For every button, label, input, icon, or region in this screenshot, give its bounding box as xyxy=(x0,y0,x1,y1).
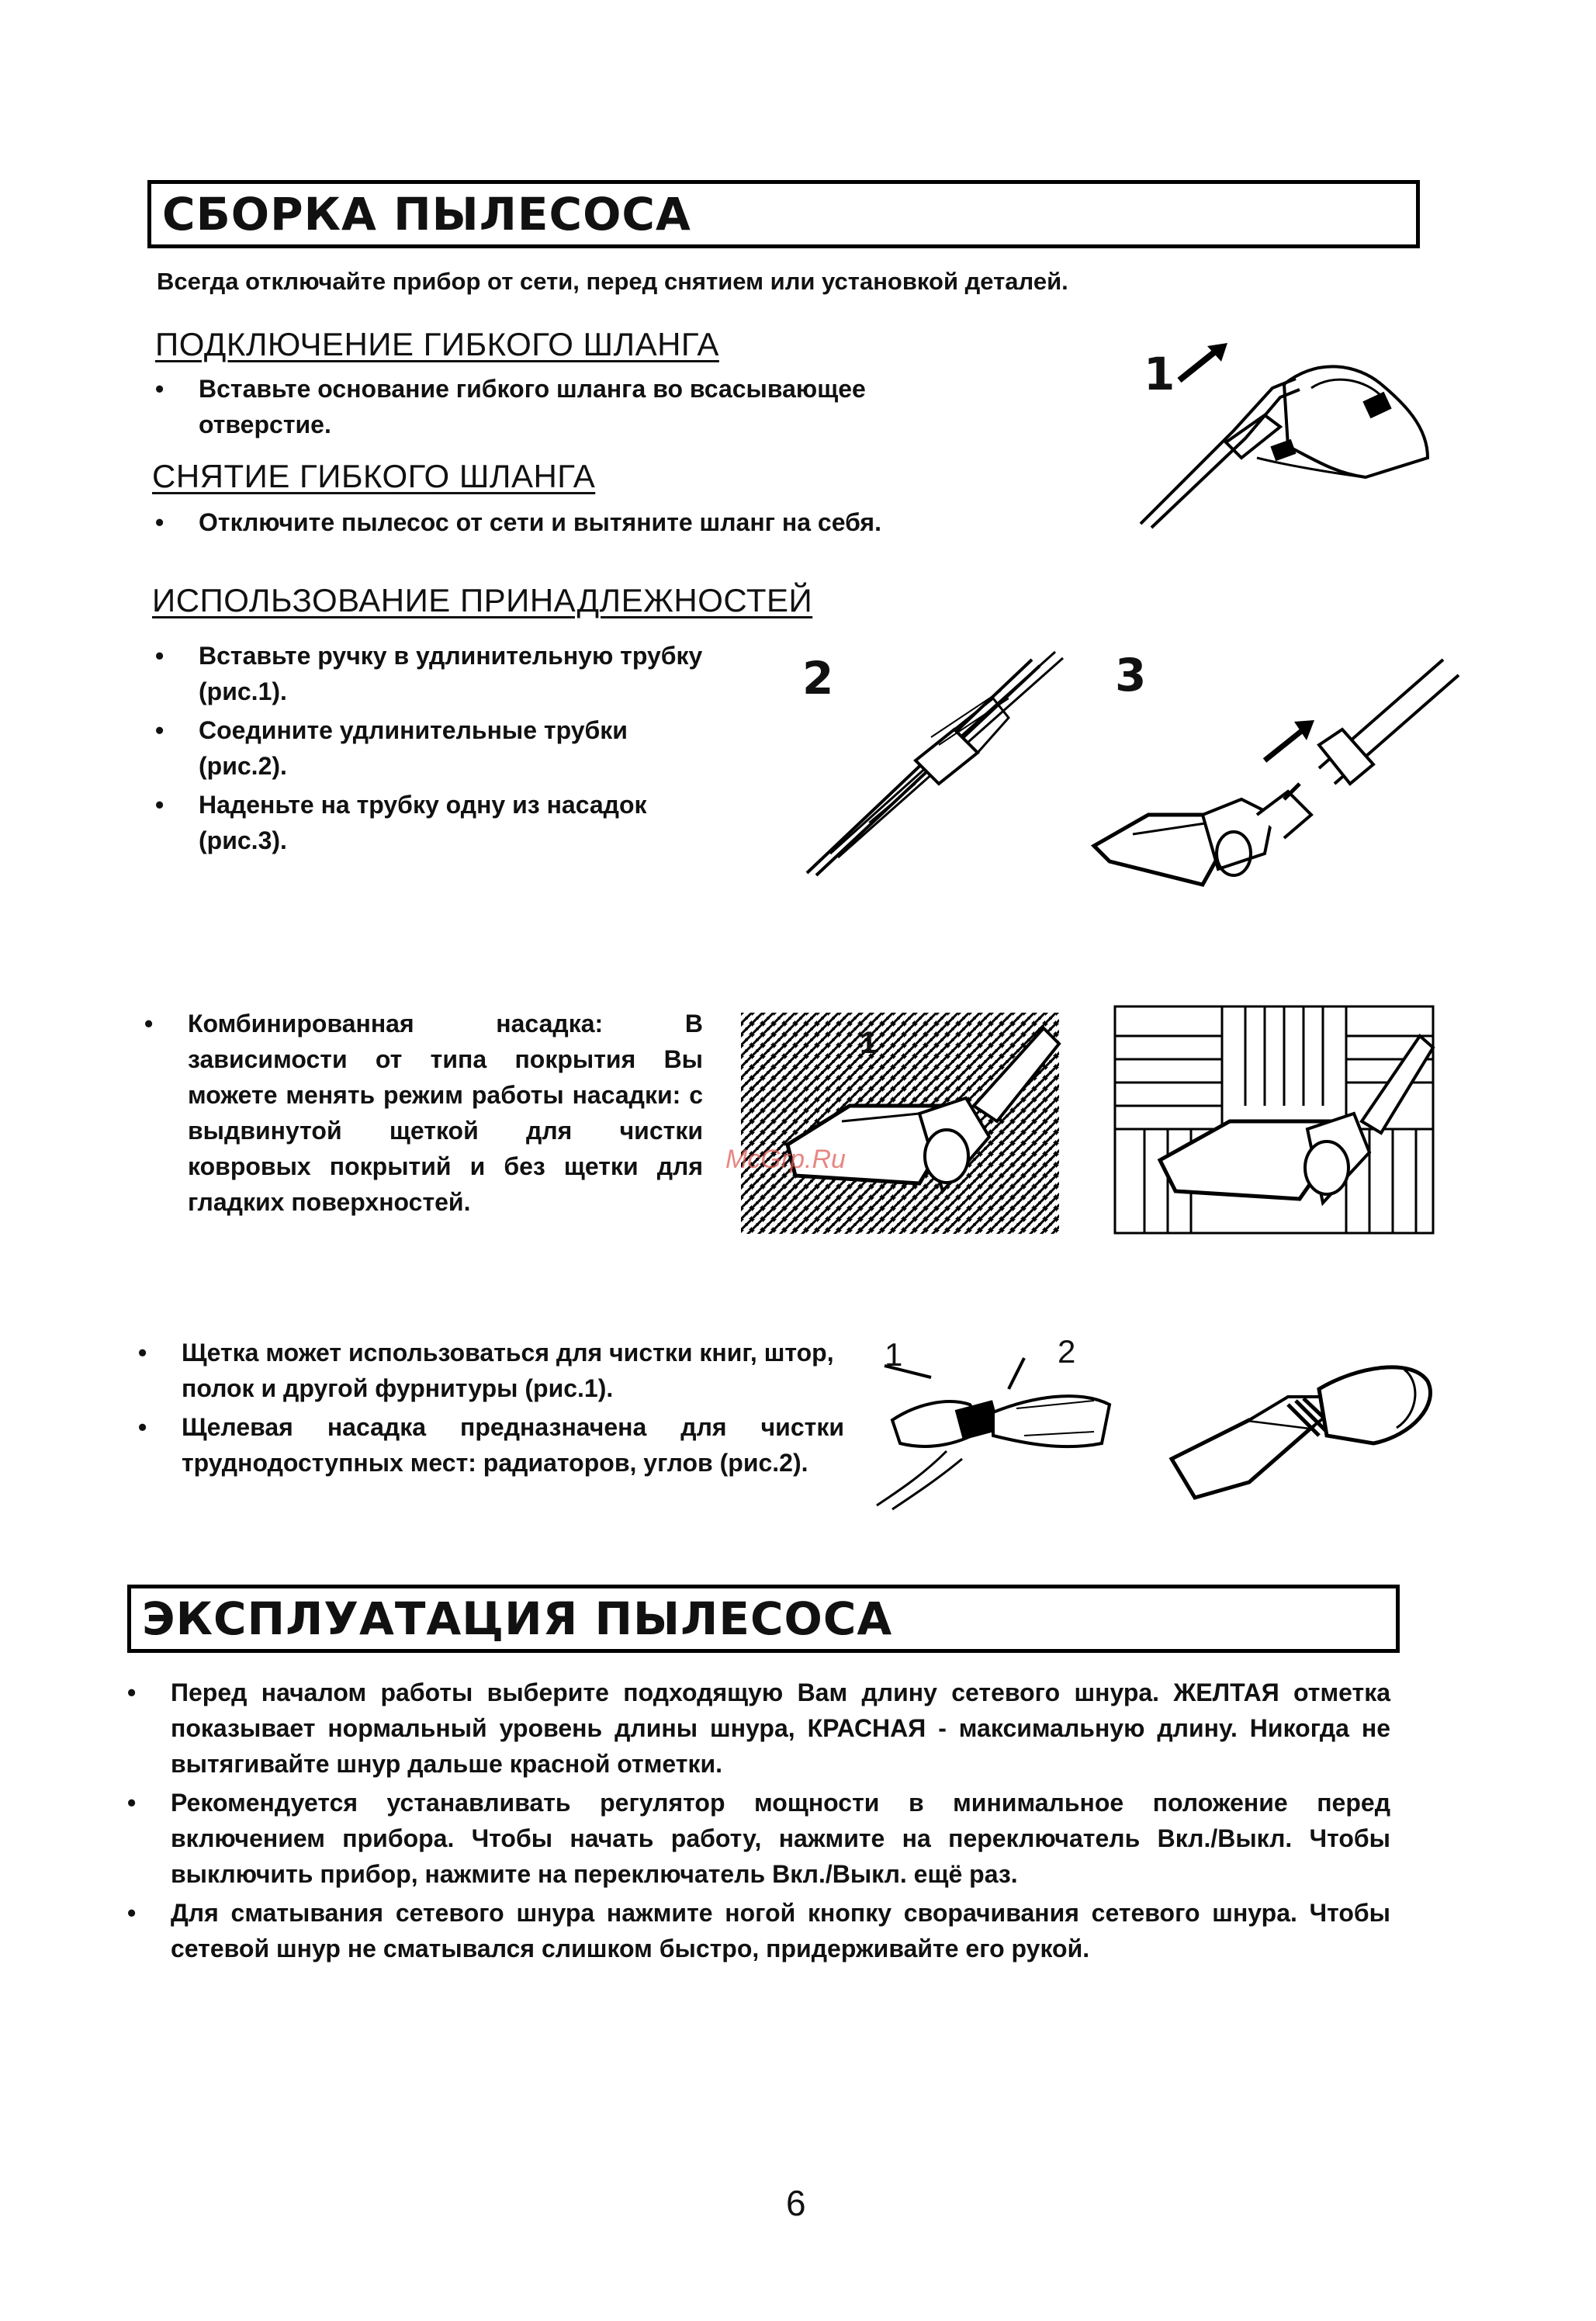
tube-joining-illustration xyxy=(799,644,1078,877)
crevice-tool-illustration xyxy=(1164,1350,1443,1513)
page-number: 6 xyxy=(786,2183,806,2223)
nozzle-attach-illustration xyxy=(1086,636,1490,908)
carpet-nozzle-illustration xyxy=(741,1013,1067,1238)
accessories-list xyxy=(155,638,714,858)
assembly-warning: Всегда отключайте прибор от сети, перед снятием или установкой деталей. xyxy=(157,268,1068,295)
brush-label-2: 2 xyxy=(1058,1333,1076,1370)
assembly-title: СБОРКА ПЫЛЕСОСА xyxy=(147,180,1420,248)
list-item: • Перед началом работы выберите подходящую Вам длину сетевого шнура. ЖЕЛТАЯ отметка показывает нормальный уровень длины шнура, КРАСНАЯ - максимальную длину. Никогда не вытягивайте шнур дальше красной отметки. xyxy=(127,1675,1390,1782)
list-item: • Вставьте ручку в удлинительную трубку (рис.1). xyxy=(155,638,714,709)
figure-number-2: 2 xyxy=(802,652,834,705)
figure-number-1: 1 xyxy=(1144,348,1175,400)
list-item: • Для сматывания сетевого шнура нажмите ногой кнопку сворачивания сетевого шнура. Чтобы сетевой шнур не сматывался слишком быстро, придерживайте его рукой. xyxy=(127,1895,1390,1966)
list-item: • Рекомендуется устанавливать регулятор мощности в минимальное положение перед включением прибора. Чтобы начать работу, нажмите на переключатель Вкл./Выкл. Чтобы выключить прибор, нажмите на переключатель Вкл./Выкл. ещё раз. xyxy=(127,1785,1390,1892)
list-item: • Вставьте основание гибкого шланга во всасывающее отверстие. xyxy=(155,371,993,442)
brush-label-1: 1 xyxy=(885,1336,903,1373)
combo-label-left: 1 xyxy=(860,1026,878,1060)
list-item: • Наденьте на трубку одну из насадок (рис.3). xyxy=(155,787,714,858)
operation-list xyxy=(127,1675,1390,1966)
list-item: • Щелевая насадка предназначена для чистки труднодоступных мест: радиаторов, углов (рис.2). xyxy=(138,1409,844,1481)
connect-hose-list xyxy=(155,371,993,442)
list-item: • Комбинированная насадка: В зависимости от типа покрытия Вы можете менять режим работы насадки: с выдвинутой щеткой для чистки ковровых покрытий и без щетки для гладких поверхностей. xyxy=(144,1006,703,1220)
remove-hose-list xyxy=(155,504,1086,540)
hose-connection-illustration xyxy=(1133,341,1443,535)
figure-number-3: 3 xyxy=(1115,649,1147,701)
watermark: McGrp.Ru xyxy=(725,1145,846,1174)
dust-brush-illustration xyxy=(869,1335,1133,1513)
list-item: • Соедините удлинительные трубки (рис.2). xyxy=(155,712,714,784)
brush-list xyxy=(138,1335,844,1481)
accessories-heading: ИСПОЛЬЗОВАНИЕ ПРИНАДЛЕЖНОСТЕЙ xyxy=(152,582,813,618)
hardfloor-nozzle-illustration xyxy=(1113,1005,1439,1238)
combo-nozzle-list xyxy=(144,1006,703,1220)
list-item: • Щетка может использоваться для чистки книг, штор, полок и другой фурнитуры (рис.1). xyxy=(138,1335,844,1406)
list-item: • Отключите пылесос от сети и вытяните шланг на себя. xyxy=(155,504,1086,540)
connect-hose-heading: ПОДКЛЮЧЕНИЕ ГИБКОГО ШЛАНГА xyxy=(155,326,719,362)
remove-hose-heading: СНЯТИЕ ГИБКОГО ШЛАНГА xyxy=(152,458,596,494)
operation-title: ЭКСПЛУАТАЦИЯ ПЫЛЕСОСА xyxy=(127,1585,1400,1653)
